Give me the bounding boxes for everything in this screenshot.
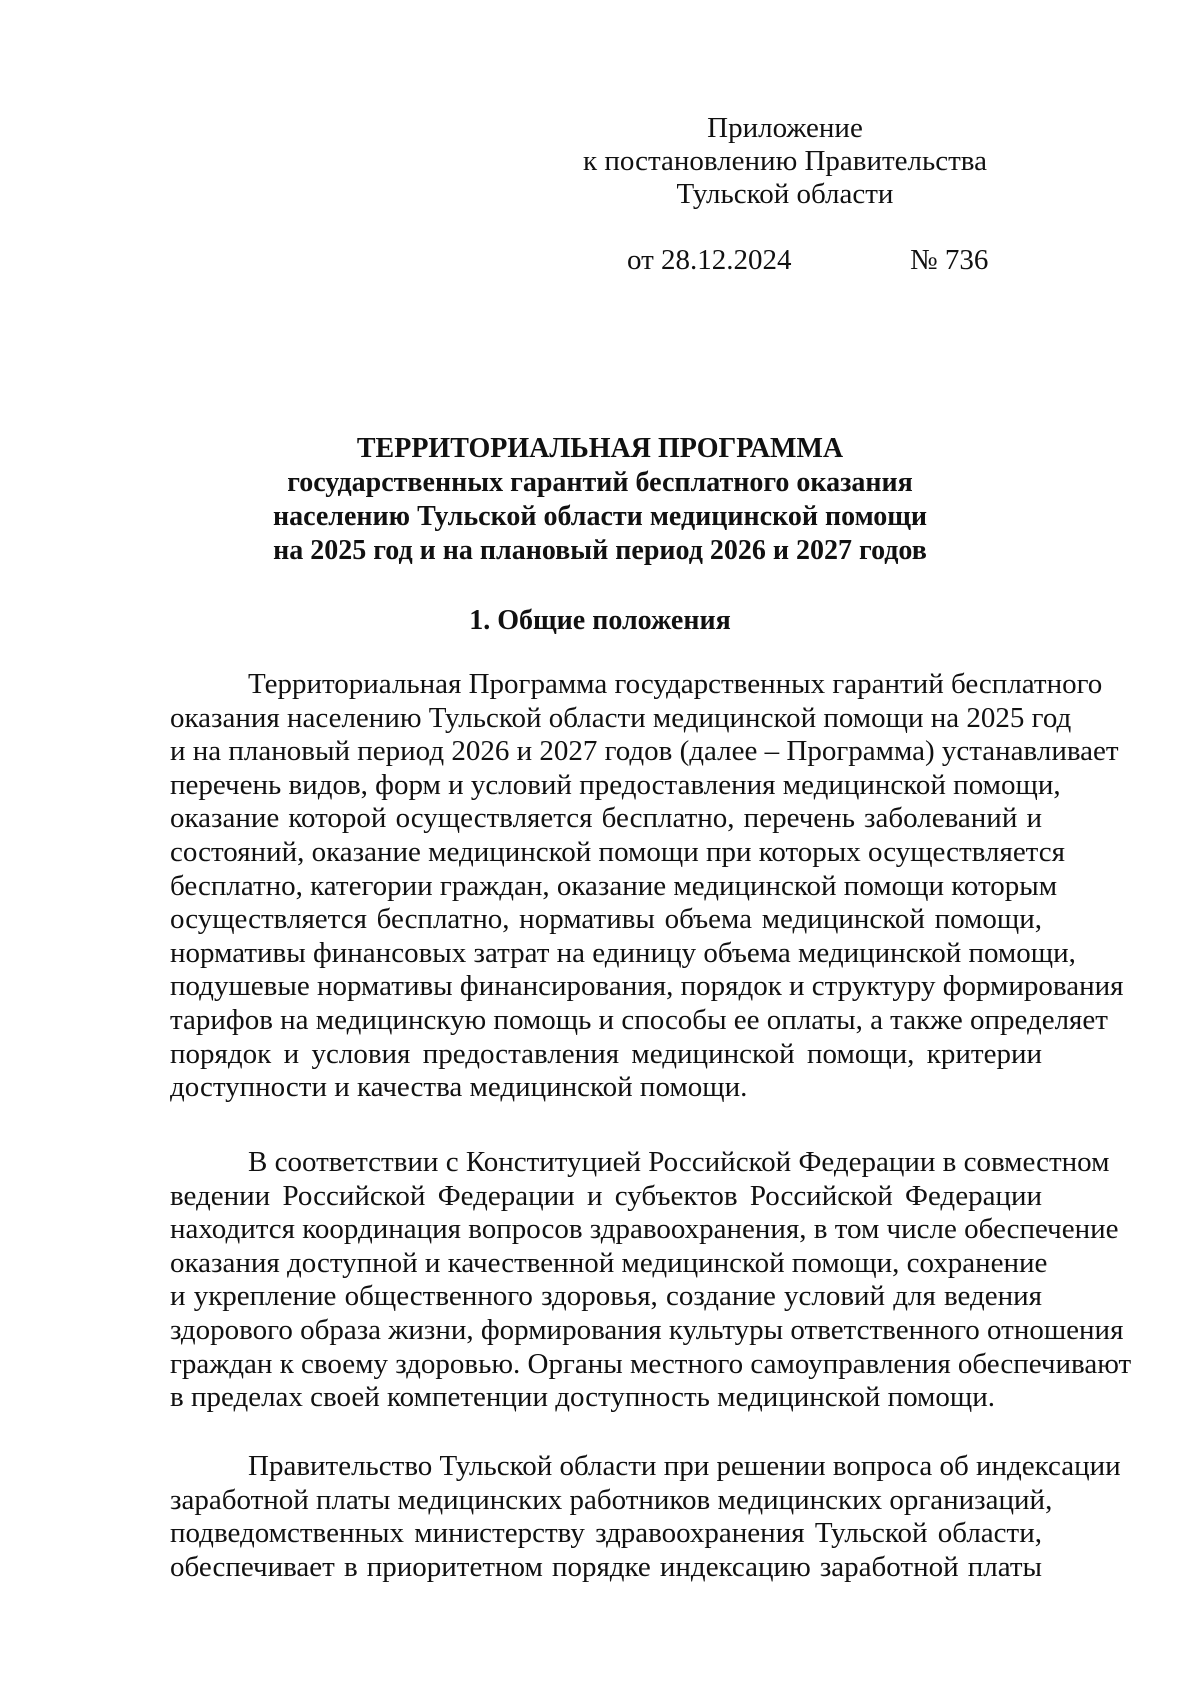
paragraph-line: в пределах своей компетенции доступность медицинской помощи.	[170, 1381, 995, 1414]
paragraph-line: и укрепление общественного здоровья, создание условий для ведения	[170, 1280, 1042, 1313]
paragraph-constitution	[170, 1146, 1132, 1415]
paragraph-line: граждан к своему здоровью. Органы местного самоуправления обеспечивают	[170, 1347, 1132, 1380]
paragraph-government	[170, 1450, 1121, 1584]
paragraph-line: здорового образа жизни, формирования культуры ответственного отношения	[170, 1313, 1124, 1346]
title-line-4: на 2025 год и на плановый период 2026 и 2027 годов	[273, 535, 927, 566]
paragraph-line: оказания населению Тульской области медицинской помощи на 2025 год	[170, 701, 1072, 734]
paragraph-line: заработной платы медицинских работников медицинских организаций,	[170, 1483, 1053, 1516]
paragraph-line: доступности и качества медицинской помощи.	[170, 1071, 748, 1104]
title-line-2: государственных гарантий бесплатного оказания	[287, 467, 913, 498]
paragraph-line: находится координация вопросов здравоохранения, в том числе обеспечение	[170, 1213, 1119, 1246]
paragraph-line: Территориальная Программа государственных гарантий бесплатного	[248, 668, 1103, 700]
paragraph-line: порядок и условия предоставления медицинской помощи, критерии	[170, 1037, 1042, 1070]
paragraph-line: Правительство Тульской области при решении вопроса об индексации	[248, 1450, 1121, 1482]
paragraph-line: тарифов на медицинскую помощь и способы ее оплаты, а также определяет	[170, 1003, 1108, 1036]
paragraph-line: ведении Российской Федерации и субъектов Российской Федерации	[170, 1179, 1042, 1212]
appendix-label: Приложение	[707, 112, 863, 144]
paragraph-line: бесплатно, категории граждан, оказание медицинской помощи которым	[170, 869, 1058, 902]
appendix-reference: к постановлению Правительства	[583, 145, 987, 177]
paragraph-line: осуществляется бесплатно, нормативы объема медицинской помощи,	[170, 903, 1042, 936]
document-title	[170, 432, 1030, 568]
paragraph-line: нормативы финансовых затрат на единицу объема медицинской помощи,	[170, 936, 1076, 969]
appendix-header	[570, 112, 1000, 211]
paragraph-line: оказание которой осуществляется бесплатно, перечень заболеваний и	[170, 802, 1042, 835]
paragraph-line: состояний, оказание медицинской помощи при которых осуществляется	[170, 835, 1065, 868]
paragraph-line: подведомственных министерству здравоохранения Тульской области,	[170, 1517, 1042, 1550]
section-heading: 1. Общие положения	[469, 605, 731, 636]
appendix-region: Тульской области	[676, 178, 894, 210]
paragraph-general-provisions	[170, 668, 1124, 1105]
decree-number: № 736	[910, 244, 989, 276]
paragraph-line: В соответствии с Конституцией Российской Федерации в совместном	[248, 1146, 1110, 1178]
decree-date: от 28.12.2024	[627, 244, 792, 276]
paragraph-line: и на плановый период 2026 и 2027 годов (далее – Программа) устанавливает	[170, 735, 1119, 768]
title-line-1: ТЕРРИТОРИАЛЬНАЯ ПРОГРАММА	[356, 433, 844, 464]
paragraph-line: перечень видов, форм и условий предоставления медицинской помощи,	[170, 768, 1061, 801]
title-line-3: населению Тульской области медицинской помощи	[272, 501, 928, 532]
paragraph-line: подушевые нормативы финансирования, порядок и структуру формирования	[170, 970, 1124, 1003]
paragraph-line: оказания доступной и качественной медицинской помощи, сохранение	[170, 1246, 1048, 1279]
paragraph-line: обеспечивает в приоритетном порядке индексацию заработной платы	[170, 1550, 1042, 1583]
